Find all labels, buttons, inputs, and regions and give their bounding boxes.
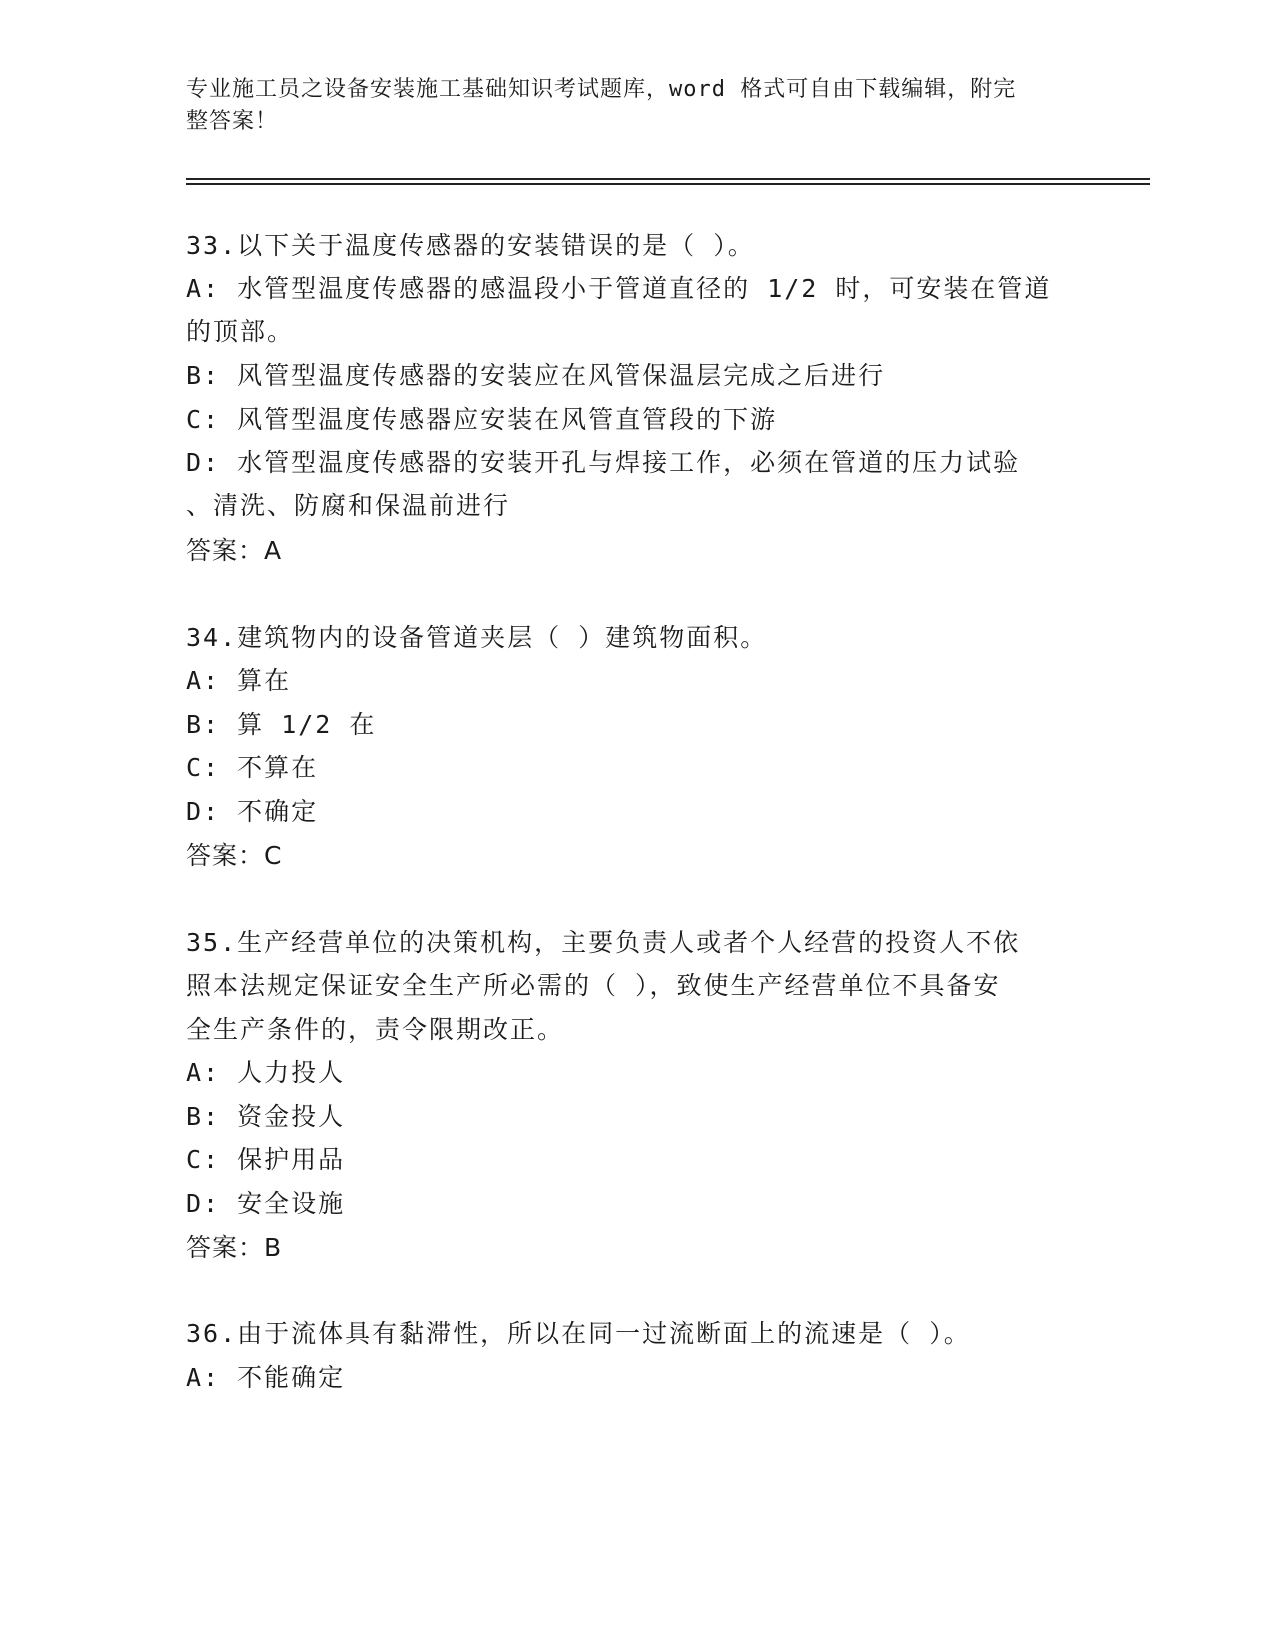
question-36-stem: 36.由于流体具有黏滞性，所以在同一过流断面上的流速是（ ）。 — [186, 1319, 971, 1348]
question-35-stem-3: 全生产条件的，责令限期改正。 — [186, 1015, 565, 1044]
question-35-option-b: B: 资金投人 — [186, 1102, 346, 1131]
question-35-stem-1: 35.生产经营单位的决策机构，主要负责人或者个人经营的投资人不依 — [186, 928, 1021, 957]
question-36-option-a: A: 不能确定 — [186, 1363, 346, 1392]
question-34-option-a: A: 算在 — [186, 666, 292, 695]
question-35-option-a: A: 人力投人 — [186, 1058, 346, 1087]
question-35-answer: 答案：B — [186, 1233, 283, 1262]
question-33-option-d: D: 水管型温度传感器的安装开孔与焊接工作，必须在管道的压力试验 — [186, 448, 1021, 477]
document-header — [186, 74, 1066, 138]
question-35-stem-2: 照本法规定保证安全生产所必需的（ ），致使生产经营单位不具备安 — [186, 971, 1001, 1000]
question-34-option-d: D: 不确定 — [186, 797, 319, 826]
question-33-option-a-cont: 的顶部。 — [186, 317, 295, 346]
header-line-1: 专业施工员之设备安装施工基础知识考试题库，word 格式可自由下载编辑，附完 — [186, 77, 1017, 102]
question-33-stem: 33.以下关于温度传感器的安装错误的是（ ）。 — [186, 231, 755, 260]
question-33-option-d-cont: 、清洗、防腐和保温前进行 — [186, 491, 511, 520]
question-33-answer: 答案：A — [186, 536, 283, 565]
question-35-option-c: C: 保护用品 — [186, 1145, 346, 1174]
question-34-stem: 34.建筑物内的设备管道夹层（ ）建筑物面积。 — [186, 623, 768, 652]
question-35-option-d: D: 安全设施 — [186, 1189, 346, 1218]
question-33-option-a: A: 水管型温度传感器的感温段小于管道直径的 1/2 时，可安装在管道 — [186, 274, 1052, 303]
question-34-option-c: C: 不算在 — [186, 753, 319, 782]
question-34-option-b: B: 算 1/2 在 — [186, 710, 377, 739]
question-33-option-c: C: 风管型温度传感器应安装在风管直管段的下游 — [186, 405, 778, 434]
header-divider-top — [186, 178, 1150, 180]
question-33-option-b: B: 风管型温度传感器的安装应在风管保温层完成之后进行 — [186, 361, 886, 390]
header-divider-bottom — [186, 183, 1150, 185]
header-line-2: 整答案！ — [186, 109, 279, 134]
question-34-answer: 答案：C — [186, 841, 283, 870]
